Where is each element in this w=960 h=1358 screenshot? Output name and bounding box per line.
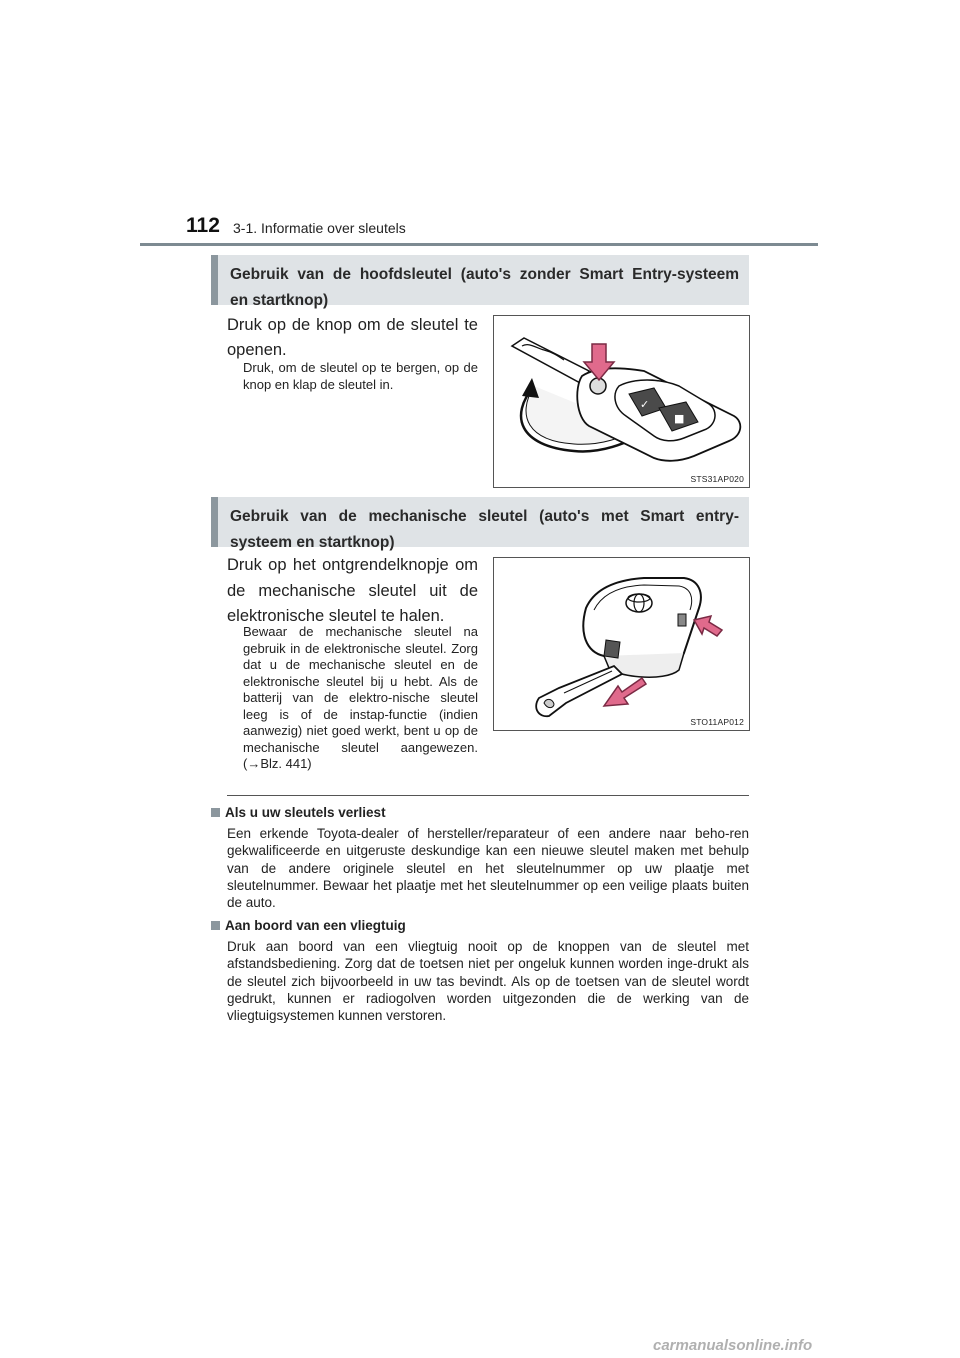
note-title-text: Als u uw sleutels verliest (225, 805, 386, 820)
header-divider (140, 243, 818, 246)
section-heading-master-key (211, 255, 749, 309)
smart-key-illustration (494, 558, 749, 730)
svg-text:✓: ✓ (640, 398, 650, 411)
instruction-store-key: Druk, om de sleutel op te bergen, op de knop en klap de sleutel in. (243, 360, 478, 392)
figure-master-key (493, 315, 750, 488)
section-heading-line: Gebruik van de mechanische sleutel (auto's met Smart entry- (230, 508, 739, 525)
square-bullet-icon (211, 808, 220, 817)
instruction-remove-mechanical-key: Druk op het ontgrendelknopje om de mechanische sleutel uit de elektronische sleutel te halen. (227, 556, 478, 625)
figure-mechanical-key (493, 557, 750, 731)
square-bullet-icon (211, 921, 220, 930)
figure-code: STO11AP012 (690, 717, 744, 727)
note-body-airplane: Druk aan boord van een vliegtuig nooit op de knoppen van de sleutel met afstandsbediening. Zorg dat de toetsen niet per ongeluk kunnen worden inge-drukt als de sleutel zich bijvoorbeeld in uw tas bevindt. Als op de toetsen van de sleutel wordt gedrukt, kunnen er radiogolven worden uitgezonden die de werking van de vliegtuigsystemen kunnen verstoren. (227, 939, 749, 1024)
note-body-lost-keys: Een erkende Toyota-dealer of hersteller/reparateur of een andere naar beho-ren gekwalificeerde en uitgeruste deskundige kan een nieuwe sleutel maken met behulp van de andere originele sleutel en het sleutelnummer op uw plaatje met sleutelnummer. Bewaar het plaatje met het sleutelnummer op een veilige plaats buiten de auto. (227, 826, 749, 911)
instruction-open-key: Druk op de knop om de sleutel te openen. (227, 316, 478, 359)
section-heading-line: en startknop) (230, 292, 329, 309)
master-key-illustration (494, 316, 749, 487)
note-title-text: Aan boord van een vliegtuig (225, 918, 406, 933)
note-title-airplane (211, 918, 406, 933)
section-heading-line: Gebruik van de hoofdsleutel (auto's zonder Smart Entry-systeem (230, 266, 739, 283)
svg-text:■: ■ (674, 412, 685, 425)
notes-divider (227, 795, 749, 796)
figure-code: STS31AP020 (690, 474, 744, 484)
chapter-title: 3-1. Informatie over sleutels (233, 220, 406, 236)
section-heading-line: systeem en startknop) (230, 534, 395, 551)
note-title-lost-keys (211, 805, 386, 820)
watermark: carmanualsonline.info (653, 1337, 813, 1354)
instruction-store-mechanical-key: Bewaar de mechanische sleutel na gebruik in de elektronische sleutel. Zorg dat u de mechanische sleutel en de elektronische sleutel bij u hebt. Als de batterij van de elektro-nische sleutel leeg is of de instap-functie (indien aanwezig) niet goed werkt, bent u op de mechanische sleutel aangewezen. (→Blz. 441) (243, 624, 478, 771)
page-number: 112 (186, 214, 220, 237)
section-heading-mechanical-key (211, 497, 749, 551)
